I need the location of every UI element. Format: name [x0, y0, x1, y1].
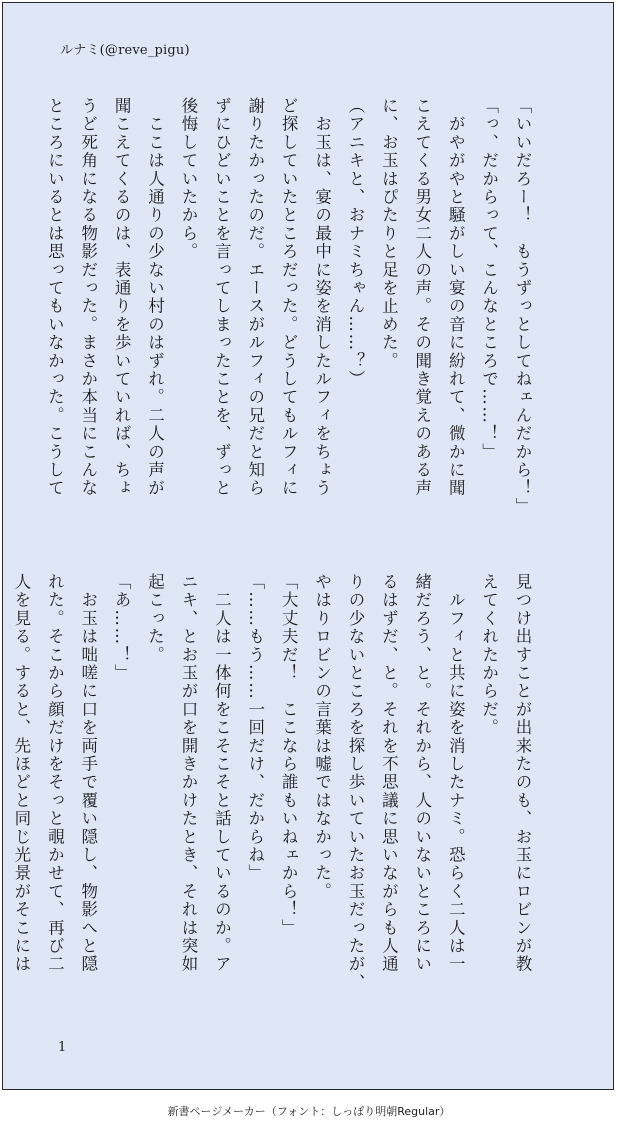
text-column: がやがやと騒がしい宴の音に紛れて、微かに聞 — [446, 97, 466, 498]
text-column: 見つけ出すことが出来たのも、お玉にロビンが教 — [513, 573, 532, 974]
text-column: えてくれたからだ。 — [479, 573, 499, 737]
footer-credit: 新書ページメーカー（フォント：しっぽり明朝Regular） — [167, 1105, 451, 1118]
author-credit: ルナミ(@reve_pigu) — [60, 43, 190, 58]
text-column: ところにいるとは思ってもいなかった。こうして — [45, 97, 65, 498]
text-column: りの少ないところを探し歩いていたお玉だったが、 — [345, 573, 365, 992]
text-column: 二人は一体何をこそこそと話しているのか。ア — [212, 573, 232, 974]
text-column: 「大丈夫だ！ ここなら誰もいねェから！」 — [279, 573, 299, 937]
text-column: 「っ、だからって、こんなところで……！」 — [479, 97, 499, 461]
book-page — [2, 2, 614, 1090]
text-column: ずにひどいことを言ってしまったことを、ずっと — [212, 97, 232, 498]
text-column: 聞こえてくるのは、表通りを歩いていれば、ちょ — [112, 97, 132, 498]
text-column: ルフィと共に姿を消したナミ。恐らく二人は一 — [446, 573, 466, 974]
text-block-bottom — [5, 573, 540, 998]
text-column: （アニキと、おナミちゃん……？） — [345, 97, 365, 389]
text-column: 後悔していたから。 — [178, 97, 198, 261]
text-column: こえてくる男女二人の声。その聞き覚えのある声 — [412, 97, 432, 498]
page-number: 1 — [58, 1040, 67, 1055]
text-column: 「……もう……一回だけ、だからね」 — [245, 573, 265, 883]
text-column: に、お玉はぴたりと足を止めた。 — [379, 97, 399, 370]
text-column: 緒だろう、と。それから、人のいないところにい — [412, 573, 432, 974]
text-column: 起こった。 — [145, 573, 165, 664]
text-column: 人を見る。すると、先ほどと同じ光景がそこには — [11, 573, 31, 974]
text-column: 「いいだろー！ もうずっとしてねェんだから！」 — [513, 97, 532, 516]
text-column: うど死角になる物影だった。まさか本当にこんな — [78, 97, 98, 498]
text-column: ここは人通りの少ない村のはずれ。二人の声が — [145, 97, 165, 498]
text-block-top — [38, 97, 539, 522]
text-column: るはずだ、と。それを不思議に思いながらも人通 — [379, 573, 399, 974]
text-column: ニキ、とお玉が口を開きかけたとき、それは突如 — [178, 573, 198, 974]
text-column: ど探していたところだった。どうしてもルフィに — [279, 97, 299, 498]
text-column: れた。そこから顔だけをそっと覗かせて、再び二 — [45, 573, 65, 974]
text-column: やはりロビンの言葉は嘘ではなかった。 — [312, 573, 332, 901]
text-column: 謝りたかったのだ。エースがルフィの兄だと知ら — [245, 97, 265, 498]
text-column: お玉は、宴の最中に姿を消したルフィをちょう — [312, 97, 332, 498]
text-column: お玉は咄嗟に口を両手で覆い隠し、物影へと隠 — [78, 573, 98, 974]
text-column: 「あ……！」 — [112, 573, 132, 683]
